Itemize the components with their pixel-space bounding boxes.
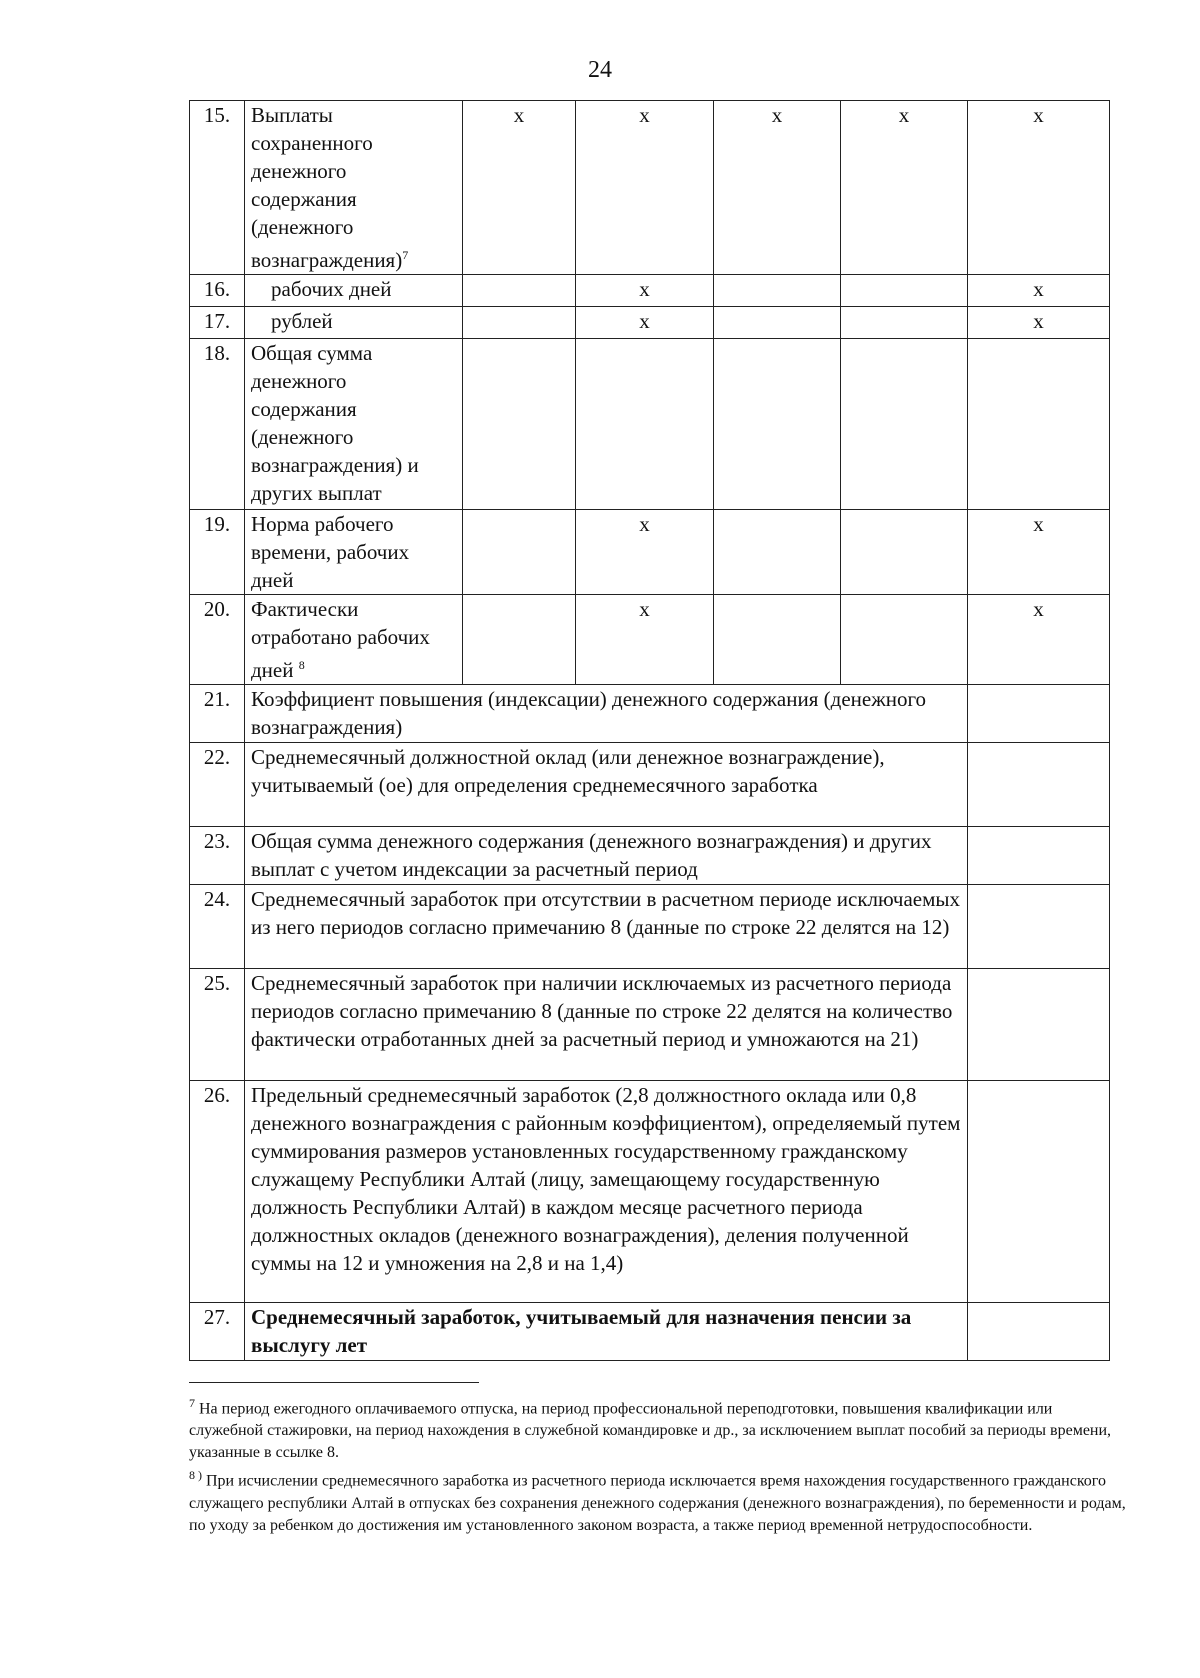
table-row <box>190 595 1110 685</box>
value-cell[interactable] <box>968 969 1110 1081</box>
row-label: рабочих дней <box>245 275 463 307</box>
footnote-text: При исчислении среднемесячного заработка из расчетного периода исключается время нахождения государственного гражданского служащего республики Алтай в отпусках без сохранения денежного содержания (денежного вознаграждения), по беременности и родам, по уходу за ребенком до достижения им установленного законом возраста, а также период временной нетрудоспособности. <box>189 1472 1126 1534</box>
mark-cell[interactable] <box>463 595 576 685</box>
mark-cell[interactable]: x <box>463 101 576 275</box>
row-label: Норма рабочего времени, рабочих дней <box>245 510 463 595</box>
row-number: 17. <box>190 307 245 339</box>
row-number: 21. <box>190 685 245 743</box>
mark-cell[interactable] <box>841 339 968 510</box>
value-cell[interactable] <box>968 1081 1110 1303</box>
mark-cell[interactable]: x <box>714 101 841 275</box>
mark-cell[interactable] <box>714 510 841 595</box>
mark-cell[interactable]: x <box>576 510 714 595</box>
mark-cell[interactable] <box>841 595 968 685</box>
mark-cell[interactable]: x <box>576 101 714 275</box>
mark-cell[interactable] <box>714 307 841 339</box>
value-cell[interactable] <box>968 685 1110 743</box>
mark-cell[interactable] <box>463 307 576 339</box>
mark-cell[interactable] <box>714 595 841 685</box>
row-number: 24. <box>190 885 245 969</box>
mark-cell[interactable]: x <box>968 510 1110 595</box>
row-number: 19. <box>190 510 245 595</box>
table-row <box>190 885 1110 969</box>
row-label: Среднемесячный заработок при отсутствии в расчетном периоде исключаемых из него периодов согласно примечанию 8 (данные по строке 22 делятся на 12) <box>245 885 968 969</box>
row-label: Общая сумма денежного содержания (денежного вознаграждения) и других выплат с учетом индексации за расчетный период <box>245 827 968 885</box>
footnote-divider <box>189 1382 479 1383</box>
mark-cell[interactable] <box>463 275 576 307</box>
mark-cell[interactable] <box>576 339 714 510</box>
table-row <box>190 101 1110 275</box>
row-label: Предельный среднемесячный заработок (2,8 должностного оклада или 0,8 денежного вознаграждения с районным коэффициентом), определяемый путем суммирования размеров установленных государственному гражданскому служащему Республики Алтай (лицу, замещающему государственную должность Республики Алтай) в каждом месяце расчетного периода должностных окладов (денежного вознаграждения), деления полученной суммы на 12 и умножения на 2,8 и на 1,4) <box>245 1081 968 1303</box>
row-label: Выплаты сохраненного денежного содержания (денежного вознаграждения)$^7$ <box>245 101 463 275</box>
footnotes <box>189 1392 1129 1537</box>
mark-cell[interactable] <box>463 339 576 510</box>
table-row <box>190 275 1110 307</box>
footnote-ref: 7 <box>402 248 409 262</box>
table-row <box>190 1303 1110 1361</box>
mark-cell[interactable]: x <box>968 595 1110 685</box>
mark-cell[interactable] <box>841 307 968 339</box>
footnote-7 <box>189 1392 1129 1464</box>
page-number: 24 <box>588 57 612 83</box>
value-cell[interactable] <box>968 827 1110 885</box>
row-number: 25. <box>190 969 245 1081</box>
row-label: Общая сумма денежного содержания (денежного вознаграждения) и других выплат <box>245 339 463 510</box>
row-label: Коэффициент повышения (индексации) денежного содержания (денежного вознаграждения) <box>245 685 968 743</box>
footnote-mark: 7 <box>189 1396 195 1410</box>
table-row <box>190 827 1110 885</box>
table-row <box>190 1081 1110 1303</box>
row-number: 23. <box>190 827 245 885</box>
mark-cell[interactable] <box>968 339 1110 510</box>
mark-cell[interactable]: x <box>576 275 714 307</box>
mark-cell[interactable] <box>463 510 576 595</box>
row-label: Среднемесячный заработок, учитываемый для назначения пенсии за выслугу лет <box>245 1303 968 1361</box>
row-number: 22. <box>190 743 245 827</box>
value-cell[interactable] <box>968 885 1110 969</box>
footnote-mark: 8 ) <box>189 1468 202 1483</box>
row-label: Фактически отработано рабочих дней $^8$ <box>245 595 463 685</box>
table-row <box>190 510 1110 595</box>
table-row <box>190 339 1110 510</box>
mark-cell[interactable]: x <box>968 101 1110 275</box>
table-row <box>190 969 1110 1081</box>
mark-cell[interactable]: x <box>968 275 1110 307</box>
row-number: 27. <box>190 1303 245 1361</box>
mark-cell[interactable] <box>714 275 841 307</box>
value-cell[interactable] <box>968 743 1110 827</box>
calculation-table <box>189 100 1110 1361</box>
table-row <box>190 743 1110 827</box>
mark-cell[interactable]: x <box>968 307 1110 339</box>
row-label: рублей <box>245 307 463 339</box>
footnote-ref: 8 <box>298 658 305 672</box>
mark-cell[interactable] <box>841 275 968 307</box>
mark-cell[interactable]: x <box>576 307 714 339</box>
table-row <box>190 307 1110 339</box>
mark-cell[interactable]: x <box>576 595 714 685</box>
mark-cell[interactable] <box>841 510 968 595</box>
row-number: 18. <box>190 339 245 510</box>
row-number: 16. <box>190 275 245 307</box>
row-label: Среднемесячный должностной оклад (или денежное вознаграждение), учитываемый (ое) для определения среднемесячного заработка <box>245 743 968 827</box>
footnote-8 <box>189 1464 1129 1536</box>
table-row <box>190 685 1110 743</box>
row-number: 15. <box>190 101 245 275</box>
row-number: 26. <box>190 1081 245 1303</box>
value-cell[interactable] <box>968 1303 1110 1361</box>
mark-cell[interactable]: x <box>841 101 968 275</box>
row-label: Среднемесячный заработок при наличии исключаемых из расчетного периода периодов согласно примечанию 8 (данные по строке 22 делятся на количество фактически отработанных дней за расчетный период и умножаются на 21) <box>245 969 968 1081</box>
row-number: 20. <box>190 595 245 685</box>
footnote-text: На период ежегодного оплачиваемого отпуска, на период профессиональной переподготовки, повышения квалификации или служебной стажировки, на период нахождения в служебной командировке и др., за исключением выплат пособий за периоды времени, указанные в ссылке 8. <box>189 1400 1112 1462</box>
mark-cell[interactable] <box>714 339 841 510</box>
